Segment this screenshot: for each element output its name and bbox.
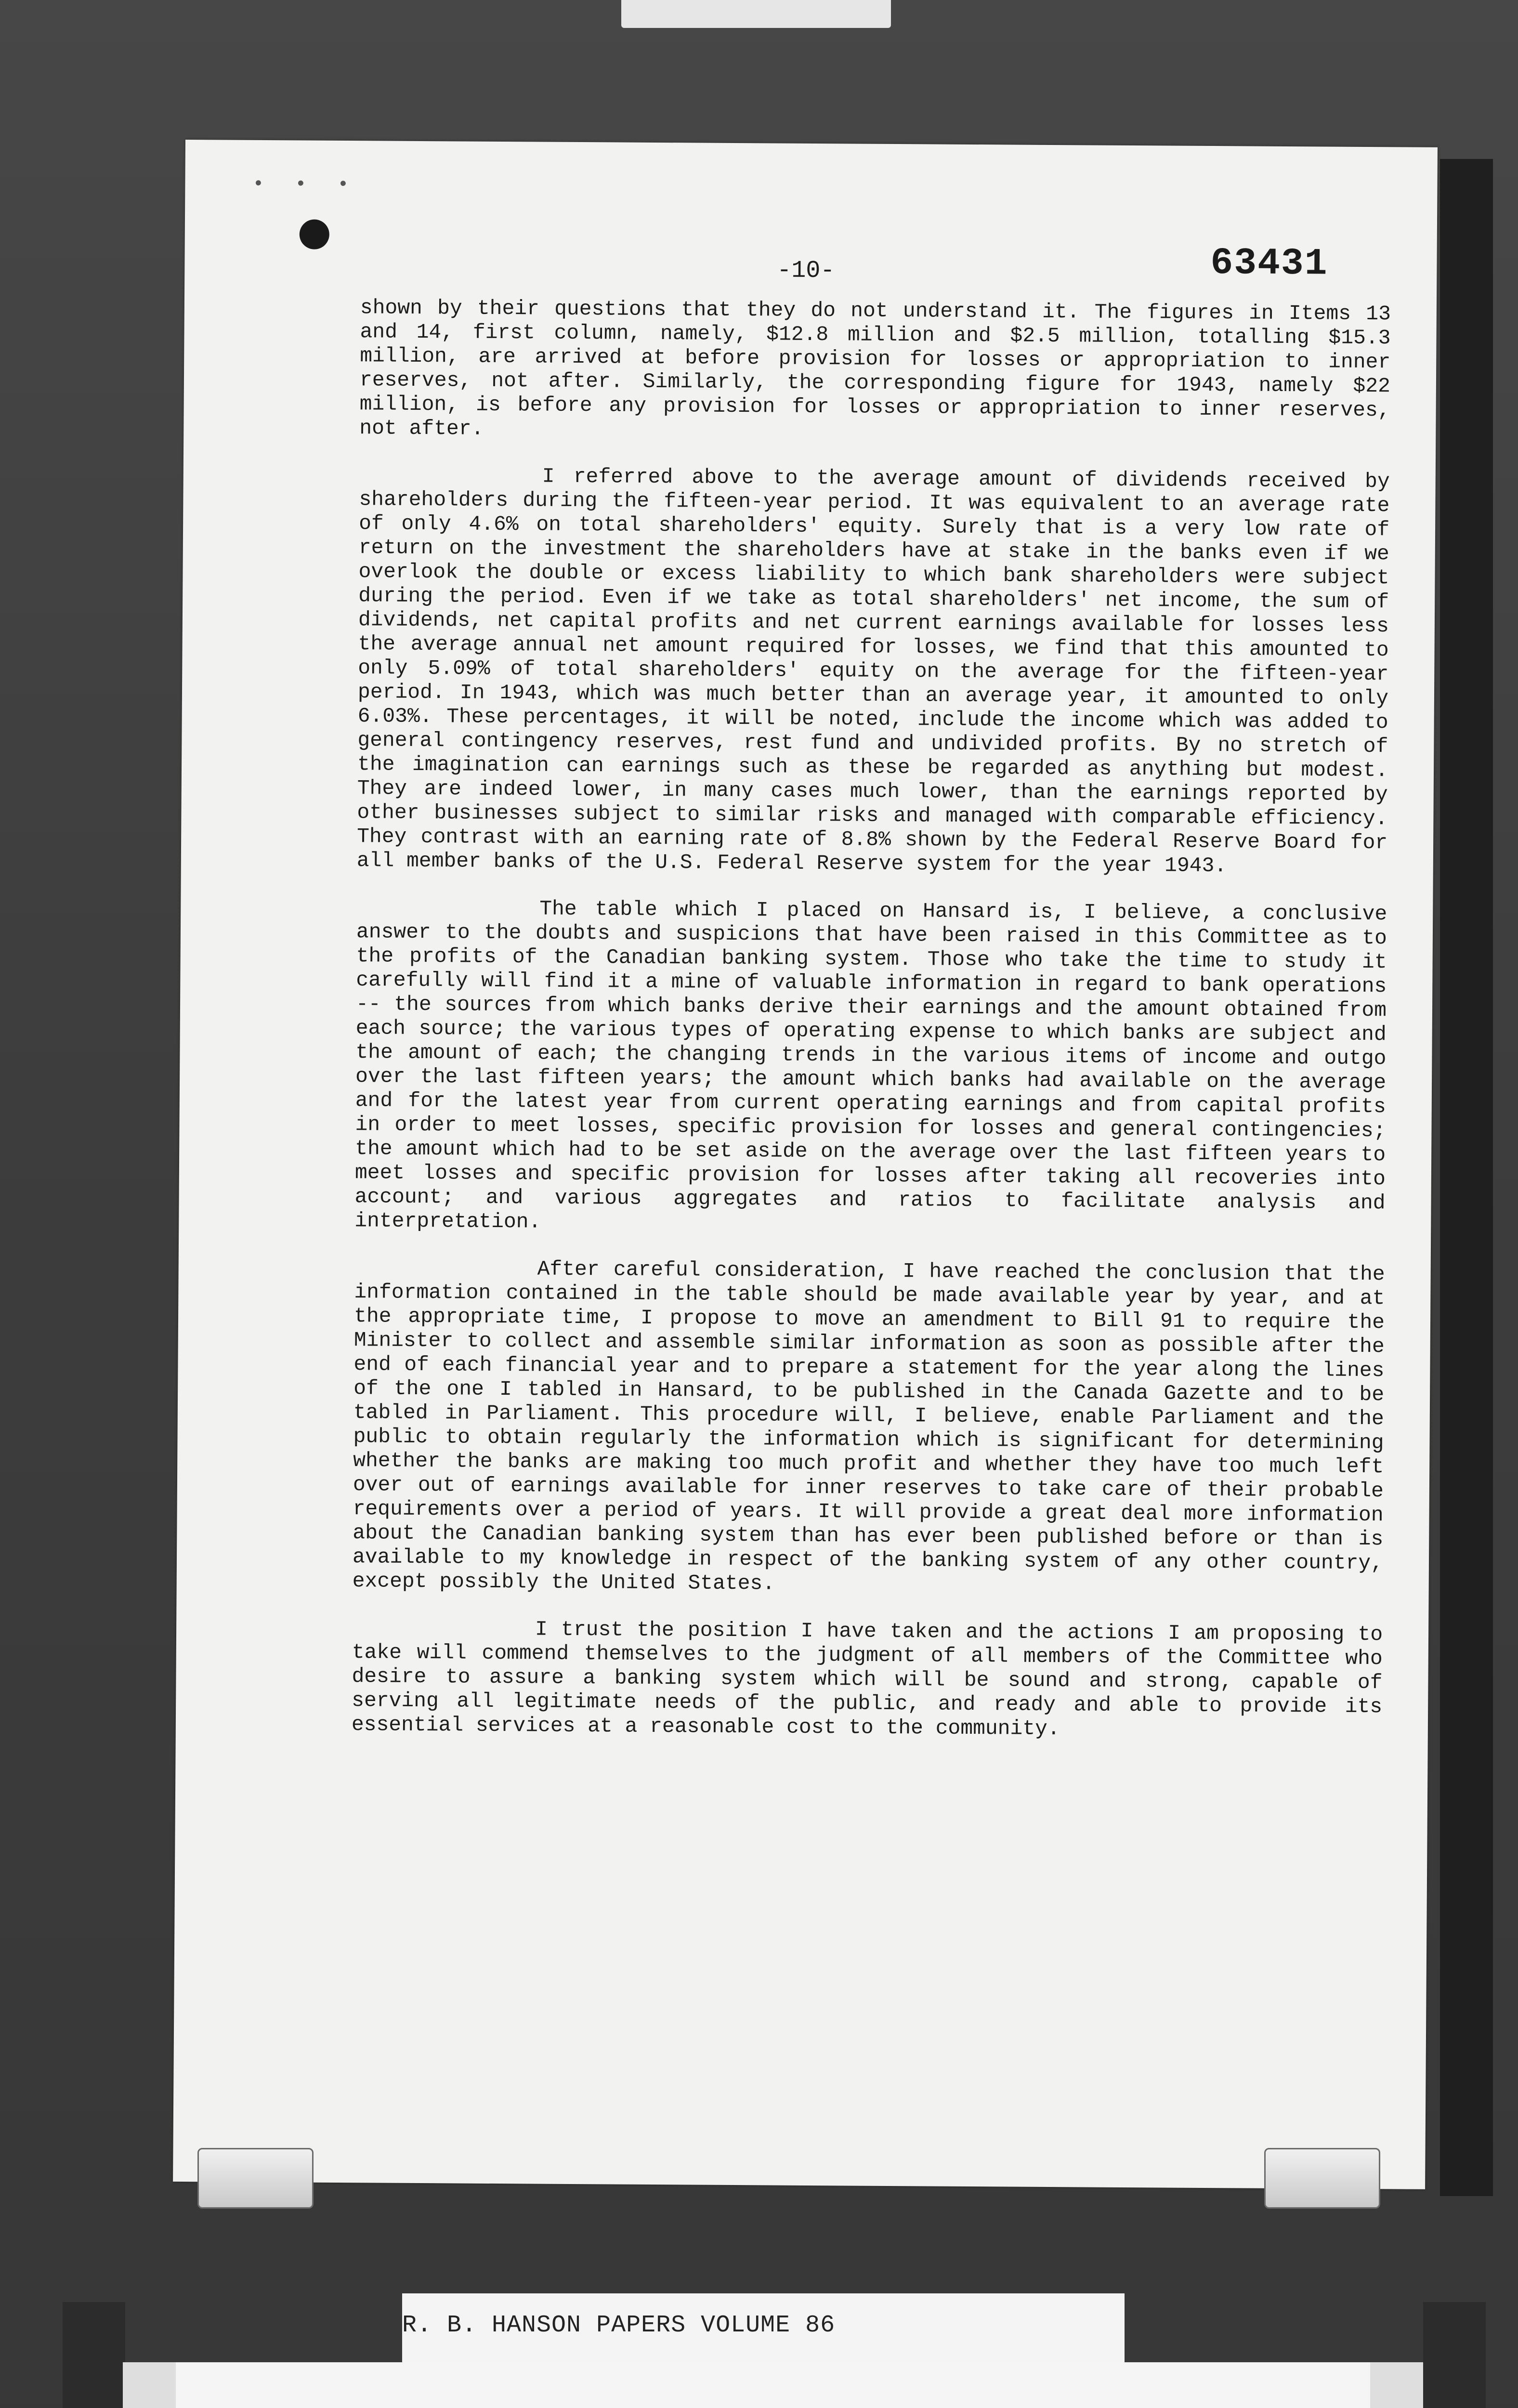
ink-marks: • • • [252,173,359,196]
paragraph-5: I trust the position I have taken and the actions I am proposing to take will commend themselves to the judgment of all members of the Committee who desire to assure a banking system which will be sound and strong, capable of serving all legitimate needs of the public, and ready and able to provide its essential services at a reasonable cost to the community. [351,1617,1383,1741]
tape-right [1370,2362,1423,2408]
page-number: -10- [777,257,835,285]
bottom-right-clip [1264,2148,1380,2209]
top-binder-clip [621,0,891,28]
card-shadow-left [63,2302,125,2408]
paragraph-2: I referred above to the average amount of dividends received by shareholders during the fifteen-year period. It was equivalent to an average rate of only 4.6% on total shareholders' equity. Surely that is a very low rate of return on the investment the shareholders have at stake in the banks even if we overlook the double or excess liability to which bank shareholders were subject during the period. Even if we take as total shareholders' net income, the sum of dividends, net capital profits and net current earnings available for losses less the average annual net amount required for losses, we find that this amounted to only 5.09% of total shareholders' equity on the average for the fifteen-year period. In 1943, which was much better than an average year, it amounted to only 6.03%. These percentages, it will be noted, include the income which was added to general contingency reserves, rest fund and undivided profits. By no stretch of the imagination can earnings such as these be regarded as anything but modest. They are indeed lower, in many cases much lower, than the earnings reported by other businesses subject to similar risks and managed with comparable efficiency. They contrast with an earning rate of 8.8% shown by the Federal Reserve Board for all member banks of the U.S. Federal Reserve system for the year 1943. [356,464,1390,878]
page-shadow [1440,159,1493,2196]
folio-number-stamp: 63431 [1210,242,1328,286]
document-body [351,296,1391,1766]
archives-card [123,2362,1423,2408]
punch-hole [300,219,329,249]
paragraph-1: shown by their questions that they do not understand it. The figures in Items 13 and 14, first column, namely, $12.8 million and $2.5 million, totalling $15.3 million, are arrived at before provision for losses or appropriation to inner reserves, not after. Similarly, the corresponding figure for 1943, namely $22 million, is before any provision for losses or appropriation to inner reserves, not after. [359,296,1391,441]
document-page [173,140,1438,2189]
paragraph-4: After careful consideration, I have reached the conclusion that the information contained in the table should be made available year by year, and at the appropriate time, I propose to move an amendment to Bill 91 to require the Minister to collect and assemble similar information as soon as possible after the end of each financial year and to prepare a statement for the year along the lines of the one I tabled in Hansard, to be published in the Canada Gazette and to be tabled in Parliament. This procedure will, I believe, enable Parliament and the public to obtain regularly the information which is significant for determining whether the banks are making too much profit and whether they have too much left over out of earnings available for inner reserves to take care of their probable requirements over a period of years. It will provide a great deal more information about the Canadian banking system than has ever been published before or than is available to my knowledge in respect of the banking system of any other country, except possibly the United States. [352,1257,1385,1596]
bottom-left-clip [197,2148,314,2209]
tape-left [123,2362,176,2408]
volume-label: R. B. HANSON PAPERS VOLUME 86 [402,2312,836,2339]
card-shadow-right [1423,2302,1486,2408]
paragraph-3: The table which I placed on Hansard is, I believe, a conclusive answer to the doubts and suspicions that have been raised in this Committee as to the profits of the Canadian banking system. Those who take the time to study it carefully will find it a mine of valuable information in regard to bank operations -- the sources from which banks derive their earnings and the amount obtained from each source; the various types of operating expense to which banks are subject and the amount of each; the changing trends in the various items of income and outgo over the last fifteen years; the amount which banks had available on the average and for the latest year from current operating earnings and from capital profits in order to meet losses, specific provision for losses and general contingencies; the amount which had to be set aside on the average over the last fifteen years to meet losses and specific provision for losses after taking all recoveries into account; and various aggregates and ratios to facilitate analysis and interpretation. [354,897,1387,1234]
